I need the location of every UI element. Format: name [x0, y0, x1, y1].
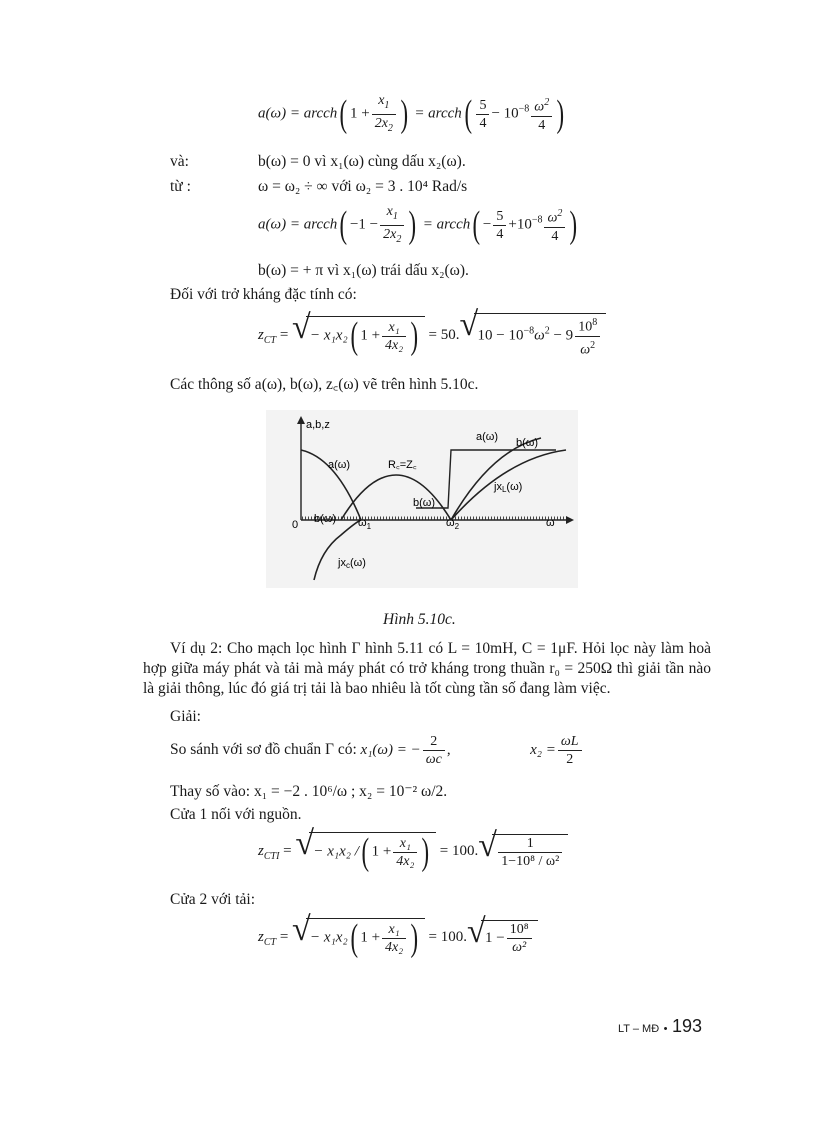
footer-book-code: LT – MĐ	[618, 1023, 660, 1035]
label-b-right: b(ω)	[516, 437, 539, 449]
page-number: 193	[671, 1016, 702, 1036]
label-b-left: b(ω)	[314, 513, 337, 525]
label-jxc: jxc(ω)	[338, 557, 366, 570]
equation-a-omega-2: a(ω) = arcch( −1 − $\frac{x_1}{2x_2}$ ) = arcch( − $\frac{5}{4}$ $+10^{-8}$ $\frac{\omega^2}{4}$ )	[258, 204, 578, 247]
line-doi-voi: Đối với trở kháng đặc tính có:	[170, 286, 357, 303]
line-tu-label: từ :	[170, 178, 191, 195]
line-va-text: b(ω) = 0 vì x₁(ω) cùng dấu x₂(ω).	[258, 153, 466, 170]
label-y-axis: a,b,z	[306, 419, 330, 431]
label-b-mid: b(ω)	[413, 497, 436, 509]
figure-caption: Hình 5.10c.	[383, 611, 456, 628]
thay-so-line: Thay số vào: x₁ = −2 . 10⁶/ω ; x₂ = 10⁻² ω/2.	[170, 783, 448, 800]
line-params: Các thông số a(ω), b(ω), z꜀(ω) vẽ trên hình 5.10c.	[170, 376, 479, 393]
line-va-label: và:	[170, 153, 189, 170]
label-omega1: $\omega_1$	[358, 517, 372, 531]
label-jxl: jxL(ω)	[494, 481, 523, 494]
label-omega-axis: ω	[546, 517, 555, 529]
line-tu-text: ω = ω₂ ÷ ∞ với ω₂ = 3 . 10⁴ Rad/s	[258, 178, 468, 195]
line-b-pi: b(ω) = + π vì x₁(ω) trái dấu x₂(ω).	[258, 262, 469, 279]
x-axis-arrow	[566, 516, 574, 524]
footer-bullet: •	[663, 1023, 668, 1035]
cua-1-line: Cửa 1 nối với nguồn.	[170, 806, 302, 823]
figure-plot	[266, 410, 578, 588]
page-footer	[618, 1016, 702, 1037]
label-rc-zc: R꜀=Z꜀	[388, 459, 417, 471]
compare-line: So sánh với sơ đồ chuẩn Γ có: x₁(ω) = − $\frac{2}{\omega c}$ , x₂ = $\frac{\omega L}{2}$	[170, 733, 584, 768]
cua-2-line: Cửa 2 với tải:	[170, 891, 256, 908]
label-origin: 0	[292, 519, 299, 531]
curve-jxc	[314, 520, 361, 580]
equation-a-omega-1: a(ω) = arcch( 1 + $\frac{x_1}{2x_2}$ ) = arcch( $\frac{5}{4}$ − $10^{-8}$ $\frac{\omega^2}{4}$ )	[258, 93, 565, 136]
equation-z-cti: $z_{CTI}$ = √ − x₁x₂ /( 1 + $\frac{\text{x₁}}{\text{4x₂}}$ ) = 100. √ $\frac{1}{\text{1−10⁸ / ω²}}$	[258, 832, 568, 871]
label-a-left: a(ω)	[328, 459, 351, 471]
equation-z-ct: $z_{CT}$ = √ − x₁x₂( 1 + $\frac{\text{x₁}}{\text{4x₂}}$ ) = 50.√ $10 - 10^{-8}\omega^2 - 9$ $\frac{10^8}{\omega^2}$	[258, 313, 606, 358]
label-a-right: a(ω)	[476, 431, 499, 443]
label-omega2: $\omega_2$	[446, 517, 460, 531]
figure-5-10c	[266, 410, 578, 588]
equation-z-ct-load: $z_{CT}$ = √ − x₁x₂( 1 + $\frac{\text{x₁}}{\text{4x₂}}$ ) = 100.√ 1 − $\frac{\text{10⁸}}{\text{ω²}}$	[258, 918, 538, 957]
y-axis-arrow	[297, 416, 305, 424]
giai-heading: Giải:	[170, 708, 201, 725]
example-2-paragraph: Ví dụ 2: Cho mạch lọc hình Γ hình 5.11 có L = 10mH, C = 1μF. Hỏi lọc này làm hoà hợp giữa máy phát và tải mà máy phát có trở kháng trong thuần r₀ = 250Ω thì giải tần nào là giải thông, lúc đó giá trị tải là bao nhiêu là tốt cùng tần số đang làm việc.	[143, 640, 711, 697]
